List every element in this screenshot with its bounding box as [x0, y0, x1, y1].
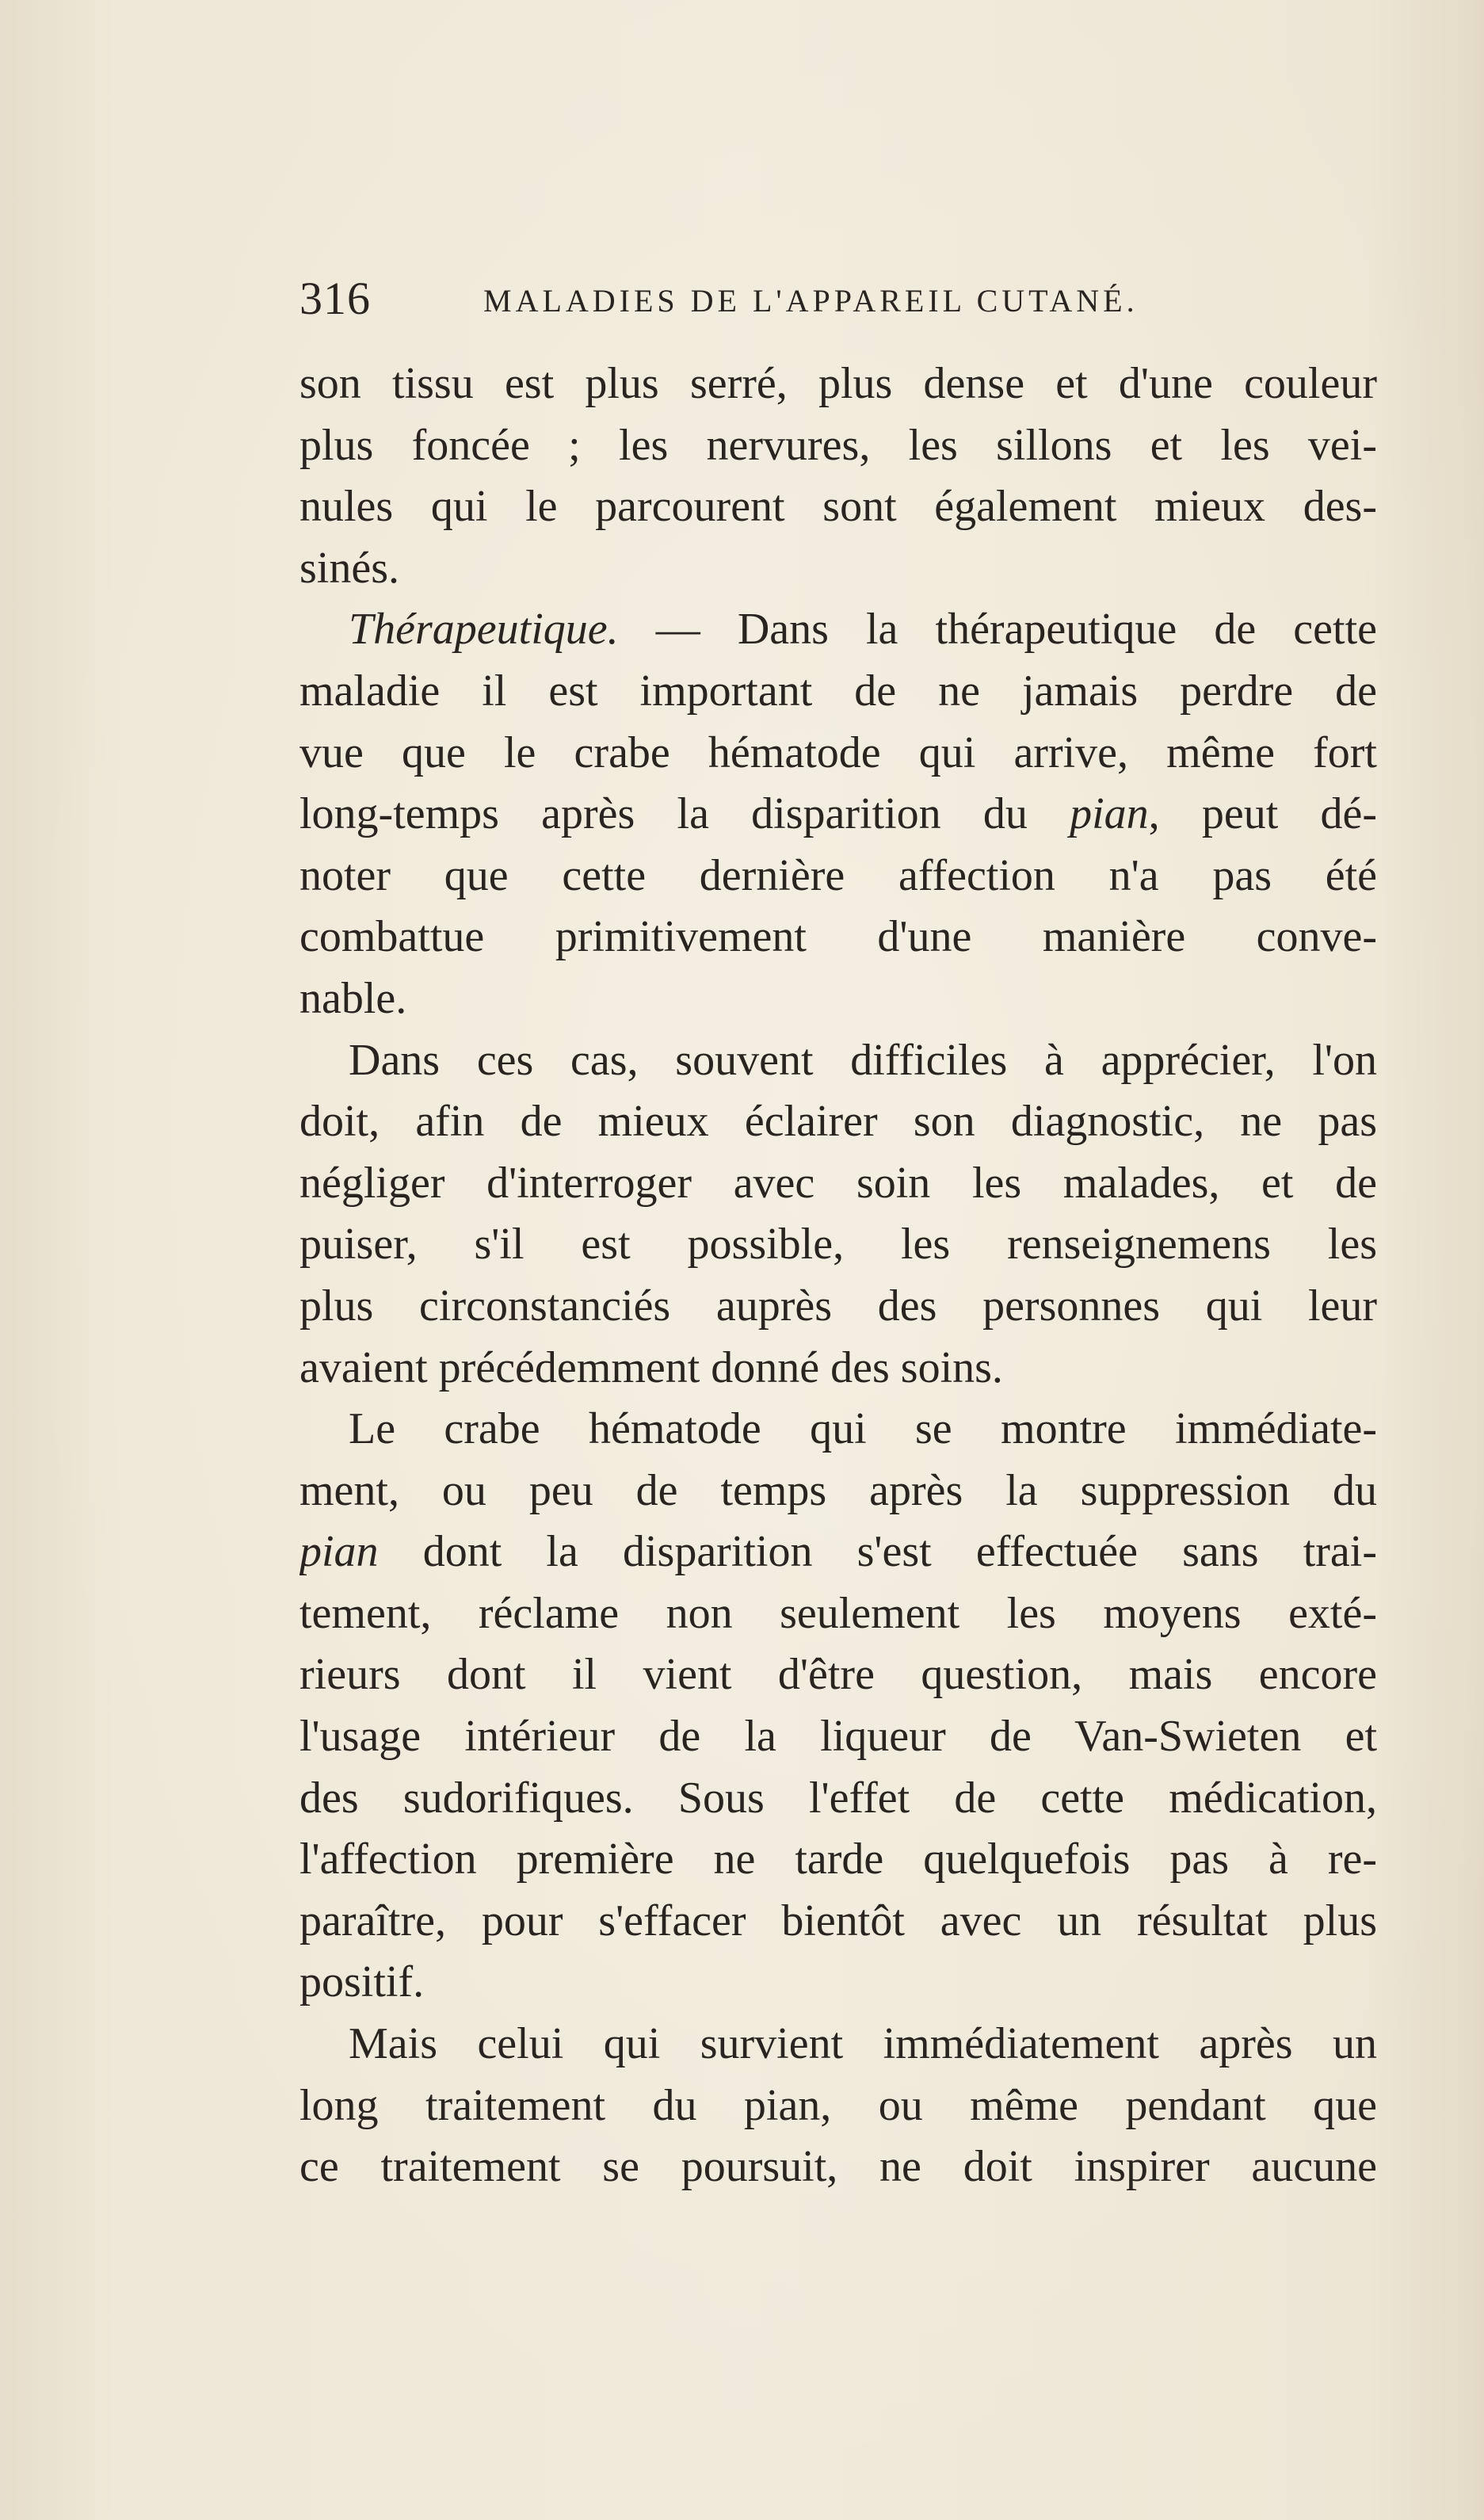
line-text: son tissu est plus serré, plus dense et d'une couleur	[299, 359, 1377, 408]
line-text: vue que le crabe hématode qui arrive, même fort	[299, 727, 1377, 777]
text-line	[299, 1214, 1377, 1276]
italic-term: pian	[1070, 789, 1149, 839]
line-text: ment, ou peu de temps après la suppression du	[299, 1465, 1377, 1515]
text-line	[299, 538, 1377, 600]
line-text: négliger d'interroger avec soin les malades, et de	[299, 1158, 1377, 1208]
line-text: avaient précédemment donné des soins.	[299, 1342, 1003, 1392]
text-line	[299, 2075, 1377, 2137]
line-text: Dans ces cas, souvent difficiles à apprécier, l'on	[349, 1035, 1377, 1085]
line-text: rieurs dont il vient d'être question, mais encore	[299, 1650, 1377, 1700]
line-text: tement, réclame non seulement les moyens exté-	[299, 1588, 1377, 1638]
text-line	[299, 784, 1377, 846]
line-text: nable.	[299, 973, 407, 1023]
text-line	[299, 1706, 1377, 1768]
line-text: plus circonstanciés auprès des personnes qui leur	[299, 1281, 1377, 1331]
text-line	[299, 1460, 1377, 1522]
page-header	[299, 271, 1377, 326]
running-head: MALADIES DE L'APPAREIL CUTANÉ.	[483, 283, 1139, 319]
line-text: Mais celui qui survient immédiatement après un	[349, 2019, 1377, 2069]
text-line	[299, 2014, 1377, 2075]
text-line	[299, 723, 1377, 785]
line-text: combattue primitivement d'une manière conve-	[299, 912, 1377, 962]
line-text: paraître, pour s'effacer bientôt avec un résultat plus	[299, 1896, 1377, 1945]
text-line	[299, 1891, 1377, 1953]
line-text: l'affection première ne tarde quelquefois pas à re-	[299, 1835, 1377, 1884]
text-line	[299, 907, 1377, 968]
text-line	[299, 1091, 1377, 1153]
line-text: noter que cette dernière affection n'a pas été	[299, 850, 1377, 900]
text-line	[299, 353, 1377, 415]
line-text: , peut dé-	[1148, 789, 1377, 839]
text-line	[299, 1952, 1377, 2014]
line-text: l'usage intérieur de la liqueur de Van-Swieten et	[299, 1712, 1377, 1762]
text-line	[299, 1399, 1377, 1460]
italic-term: Thérapeutique.	[349, 605, 619, 655]
text-line	[299, 1583, 1377, 1645]
line-text: dont la disparition s'est effectuée sans trai-	[378, 1527, 1377, 1577]
text-line	[299, 415, 1377, 477]
line-text: positif.	[299, 1957, 425, 2007]
text-line	[299, 846, 1377, 907]
text-line	[299, 2136, 1377, 2198]
text-line	[299, 1153, 1377, 1215]
text-line	[299, 1522, 1377, 1583]
text-line	[299, 1276, 1377, 1338]
text-line	[299, 1338, 1377, 1399]
line-text: — Dans la thérapeutique de cette	[618, 605, 1377, 655]
line-text: puiser, s'il est possible, les renseignemens les	[299, 1220, 1377, 1270]
line-text: long-temps après la disparition du	[299, 789, 1070, 839]
page-number: 316	[299, 273, 371, 324]
italic-term: pian	[299, 1527, 379, 1577]
line-text: sinés.	[299, 543, 399, 593]
line-text: maladie il est important de ne jamais perdre de	[299, 666, 1377, 716]
text-line	[299, 1644, 1377, 1706]
line-text: long traitement du pian, ou même pendant que	[299, 2080, 1377, 2130]
line-text: ce traitement se poursuit, ne doit inspirer aucune	[299, 2142, 1377, 2192]
body-text	[299, 353, 1377, 2198]
line-text: des sudorifiques. Sous l'effet de cette médication,	[299, 1773, 1377, 1823]
text-line	[299, 661, 1377, 723]
line-text: nules qui le parcourent sont également mieux des-	[299, 482, 1377, 532]
line-text: Le crabe hématode qui se montre immédiate-	[349, 1404, 1377, 1454]
text-line	[299, 1030, 1377, 1092]
line-text: plus foncée ; les nervures, les sillons et les vei-	[299, 420, 1377, 470]
text-line	[299, 1829, 1377, 1891]
text-line	[299, 476, 1377, 538]
text-line	[299, 1768, 1377, 1830]
text-line	[299, 599, 1377, 661]
text-line	[299, 968, 1377, 1030]
line-text: doit, afin de mieux éclairer son diagnostic, ne pas	[299, 1097, 1377, 1147]
